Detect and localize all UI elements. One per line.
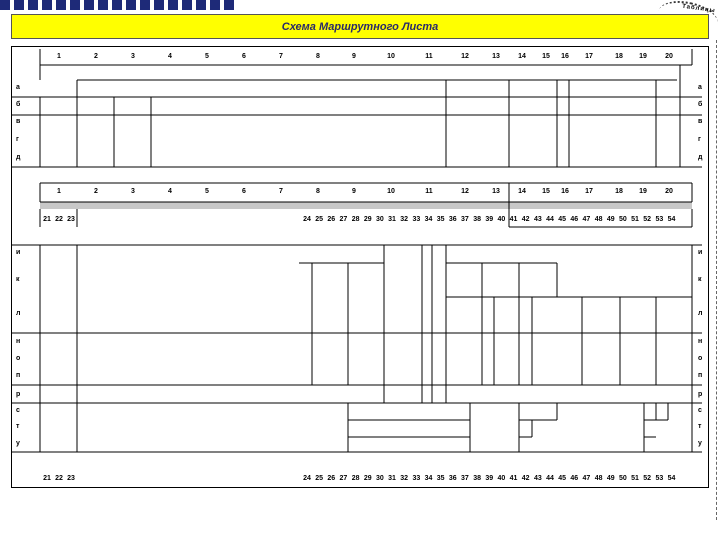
subcolumn-number: 24 [303, 216, 311, 223]
deco-square [56, 0, 66, 10]
column-number: 20 [665, 188, 673, 195]
subcolumn-number: 31 [388, 475, 396, 482]
subcolumn-number: 54 [667, 216, 676, 223]
row-letter: с [698, 407, 702, 414]
column-number: 6 [242, 53, 246, 60]
row-letter: к [16, 276, 20, 283]
row-letter: б [16, 101, 21, 108]
column-number: 14 [518, 53, 526, 60]
corner-label: Таблицы [682, 3, 717, 15]
subcolumn-number: 39 [485, 475, 494, 482]
subcolumn-number: 27 [339, 216, 348, 223]
subcolumn-number: 22 [55, 216, 63, 223]
subcolumn-number: 46 [570, 475, 579, 482]
column-number: 4 [168, 53, 172, 60]
deco-square [0, 0, 10, 10]
subcolumn-number: 54 [667, 475, 676, 482]
subcolumn-number: 43 [533, 475, 542, 482]
subcolumn-number: 38 [473, 475, 481, 482]
deco-square [154, 0, 164, 10]
page-title: Схема Маршрутного Листа [281, 20, 439, 33]
subcolumn-number: 24 [303, 475, 311, 482]
column-number: 8 [316, 53, 320, 60]
column-number: 11 [425, 188, 433, 195]
subcolumn-number: 37 [461, 216, 469, 223]
subcolumn-number: 34 [424, 216, 433, 223]
column-number: 6 [242, 188, 246, 195]
subcolumn-number: 28 [351, 216, 360, 223]
subcolumn-number: 52 [643, 216, 652, 223]
row-letter: д [698, 154, 703, 161]
subcolumn-number: 46 [570, 216, 579, 223]
subcolumn-number: 43 [533, 216, 542, 223]
subcolumn-number: 38 [473, 216, 481, 223]
column-number: 8 [316, 188, 320, 195]
deco-square [98, 0, 108, 10]
subcolumn-number: 23 [67, 475, 75, 482]
row-letter: и [16, 249, 21, 256]
deco-square [28, 0, 38, 10]
subcolumn-number: 36 [448, 216, 457, 223]
form-grid [12, 47, 710, 489]
column-number: 17 [585, 188, 593, 195]
subcolumn-number: 23 [67, 216, 75, 223]
row-letter: б [698, 101, 703, 108]
subcolumn-number: 25 [315, 475, 324, 482]
row-letter: г [16, 136, 19, 143]
row-letter: в [698, 118, 703, 125]
subcolumn-number: 47 [582, 216, 591, 223]
row-letter: с [16, 407, 20, 414]
column-number: 7 [279, 188, 283, 195]
column-number: 15 [542, 188, 550, 195]
deco-square [224, 0, 234, 10]
deco-square [196, 0, 206, 10]
row-letter: в [16, 118, 21, 125]
subcolumn-number: 26 [327, 216, 336, 223]
row-letter: и [698, 249, 703, 256]
subcolumn-number: 32 [400, 475, 409, 482]
deco-square [140, 0, 150, 10]
subcolumn-number: 36 [448, 475, 457, 482]
column-number: 10 [387, 188, 395, 195]
deco-square [70, 0, 80, 10]
column-number: 2 [94, 188, 98, 195]
row-letter: у [698, 440, 702, 447]
subcolumn-number: 31 [388, 216, 396, 223]
subcolumn-number: 27 [339, 475, 348, 482]
title-banner [11, 14, 709, 39]
subcolumn-number: 37 [461, 475, 469, 482]
column-number: 9 [352, 188, 356, 195]
subcolumn-number: 41 [509, 216, 518, 223]
right-dotted-edge [716, 40, 717, 520]
subcolumn-number: 44 [546, 216, 554, 223]
column-number: 16 [561, 188, 569, 195]
subcolumn-number: 53 [655, 475, 664, 482]
deco-square [42, 0, 52, 10]
row-letter: д [16, 154, 21, 161]
column-number: 7 [279, 53, 283, 60]
column-number: 3 [131, 188, 135, 195]
subcolumn-number: 45 [558, 475, 567, 482]
column-number: 5 [205, 53, 209, 60]
row-letter: т [698, 423, 702, 430]
row-letter: у [16, 440, 20, 447]
deco-square [14, 0, 24, 10]
subcolumn-number: 51 [631, 475, 639, 482]
column-number: 1 [57, 53, 61, 60]
deco-square [182, 0, 192, 10]
column-number: 16 [561, 53, 569, 60]
subcolumn-number: 26 [327, 475, 336, 482]
subcolumn-number: 33 [412, 216, 421, 223]
subcolumn-number: 35 [436, 475, 445, 482]
subcolumn-number: 30 [375, 475, 384, 482]
row-letter: л [698, 310, 703, 317]
subcolumn-number: 47 [582, 475, 591, 482]
subcolumn-number: 35 [436, 216, 445, 223]
subcolumn-number: 21 [43, 475, 51, 482]
column-number: 13 [492, 53, 500, 60]
subcolumn-number: 48 [594, 475, 603, 482]
subcolumn-number: 25 [315, 216, 324, 223]
column-number: 12 [461, 53, 469, 60]
subcolumn-number: 34 [424, 475, 433, 482]
deco-square [168, 0, 178, 10]
column-number: 18 [615, 188, 623, 195]
subcolumn-number: 52 [643, 475, 652, 482]
column-number: 17 [585, 53, 593, 60]
row-letter: к [698, 276, 702, 283]
subcolumn-number: 53 [655, 216, 664, 223]
row-letter: о [16, 355, 21, 362]
row-letter: р [698, 391, 703, 398]
row-letter: п [698, 372, 703, 379]
subcolumn-number: 51 [631, 216, 639, 223]
column-number: 11 [425, 53, 433, 60]
row-letter: н [698, 338, 703, 345]
deco-square [84, 0, 94, 10]
row-letter: а [698, 84, 702, 91]
row-letter: н [16, 338, 21, 345]
column-number: 5 [205, 188, 209, 195]
subcolumn-number: 30 [375, 216, 384, 223]
column-number: 2 [94, 53, 98, 60]
subcolumn-number: 29 [363, 216, 372, 223]
subcolumn-number: 42 [521, 475, 530, 482]
mid-shaded-band [40, 202, 692, 209]
column-number: 10 [387, 53, 395, 60]
row-letter: р [16, 391, 21, 398]
deco-square [210, 0, 220, 10]
subcolumn-number: 42 [521, 216, 530, 223]
subcolumn-number: 28 [351, 475, 360, 482]
column-number: 20 [665, 53, 673, 60]
subcolumn-number: 50 [618, 475, 627, 482]
column-number: 9 [352, 53, 356, 60]
subcolumn-number: 49 [606, 216, 615, 223]
subcolumn-number: 50 [618, 216, 627, 223]
subcolumn-number: 41 [509, 475, 518, 482]
column-number: 18 [615, 53, 623, 60]
subcolumn-number: 32 [400, 216, 409, 223]
subcolumn-number: 45 [558, 216, 567, 223]
route-sheet-form [11, 46, 709, 488]
subcolumn-number: 29 [363, 475, 372, 482]
column-number: 19 [639, 188, 647, 195]
row-letter: а [16, 84, 20, 91]
subcolumn-number: 40 [497, 475, 506, 482]
subcolumn-number: 48 [594, 216, 603, 223]
column-number: 13 [492, 188, 500, 195]
column-number: 1 [57, 188, 61, 195]
row-letter: л [16, 310, 21, 317]
row-letter: п [16, 372, 21, 379]
subcolumn-number: 40 [497, 216, 506, 223]
row-letter: о [698, 355, 703, 362]
column-number: 15 [542, 53, 550, 60]
deco-square [112, 0, 122, 10]
subcolumn-number: 21 [43, 216, 51, 223]
column-number: 19 [639, 53, 647, 60]
decorative-square-strip [0, 0, 250, 10]
subcolumn-number: 33 [412, 475, 421, 482]
subcolumn-number: 49 [606, 475, 615, 482]
subcolumn-number: 39 [485, 216, 494, 223]
deco-square [126, 0, 136, 10]
subcolumn-number: 44 [546, 475, 554, 482]
subcolumn-number: 22 [55, 475, 63, 482]
row-letter: т [16, 423, 20, 430]
column-number: 12 [461, 188, 469, 195]
column-number: 14 [518, 188, 526, 195]
row-letter: г [698, 136, 701, 143]
column-number: 3 [131, 53, 135, 60]
column-number: 4 [168, 188, 172, 195]
